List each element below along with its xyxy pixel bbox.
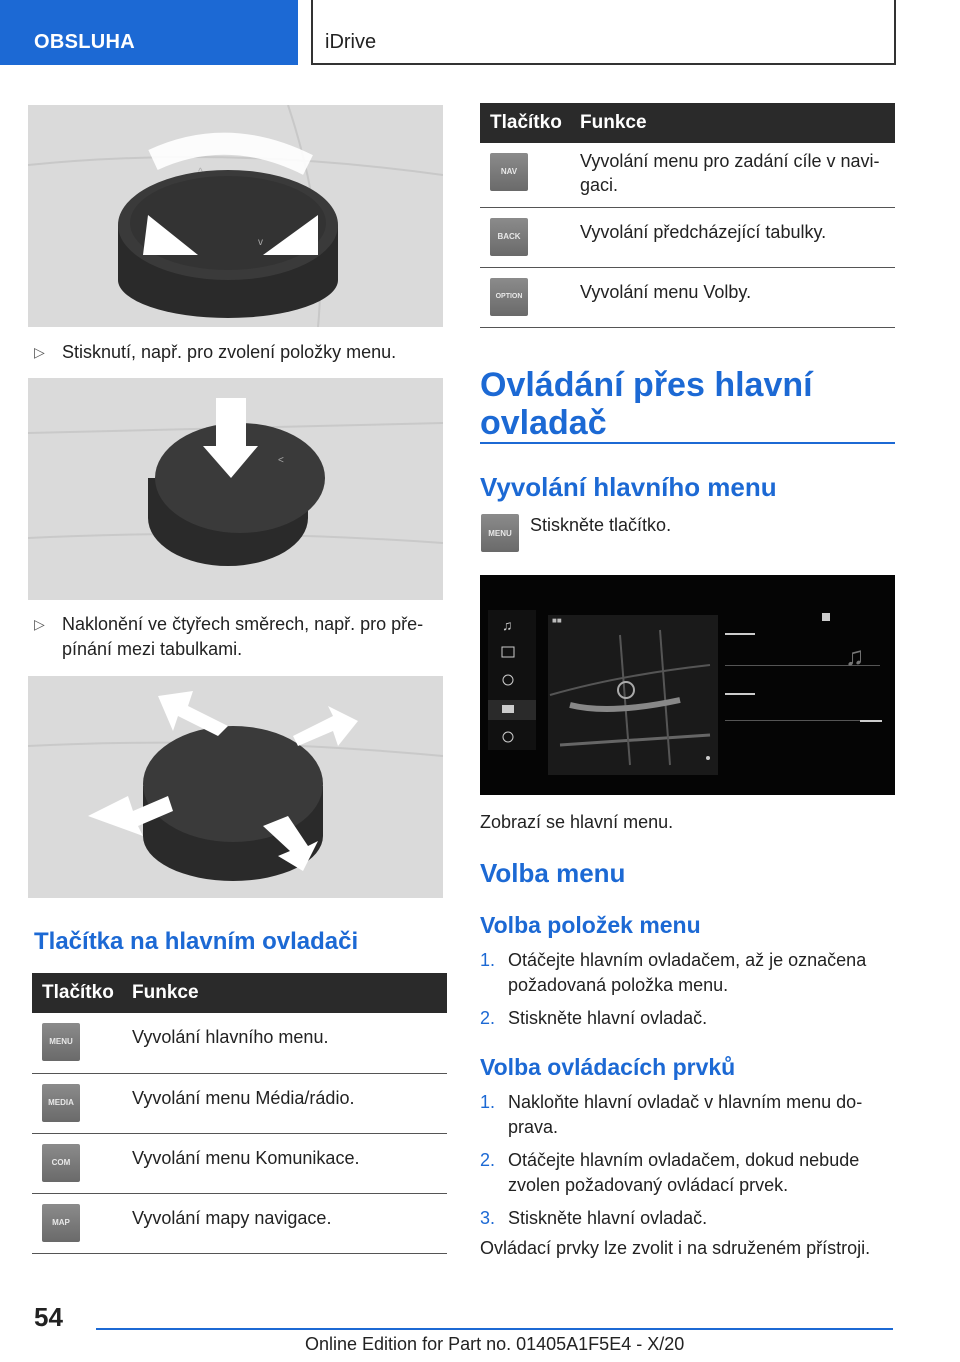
subheading-menu-select: Volba menu: [480, 858, 626, 888]
table-row: NAV Vyvolání menu pro zadání cíle v navi-gaci.: [480, 143, 895, 207]
svg-text:<: <: [278, 455, 284, 466]
page-number: 54: [34, 1302, 63, 1332]
menu-shown-text: Zobrazí se hlavní menu.: [480, 812, 674, 832]
table-row: MENU Vyvolání hlavního menu.: [32, 1013, 447, 1073]
control-steps-list: [480, 1090, 896, 1239]
edition-text: Online Edition for Part no. 01405A1F5E4 - X/20: [305, 1334, 685, 1354]
caption-press: ▷ Stisknutí, např. pro zvolení položky menu.: [34, 340, 446, 365]
col-function: Funkce: [122, 973, 447, 1013]
chapter-label: iDrive: [325, 31, 377, 53]
footer-divider: [96, 1328, 893, 1330]
menu-button-icon: MENU: [42, 1023, 80, 1061]
subheading-item-select: Volba položek menu: [480, 912, 701, 938]
svg-text:v: v: [258, 237, 263, 248]
svg-text:♫: ♫: [845, 641, 865, 671]
media-button-icon: MEDIA: [42, 1084, 80, 1122]
col-button: Tlačítko: [32, 973, 122, 1013]
map-button-icon: MAP: [42, 1204, 80, 1242]
controller-rotate-image: [28, 105, 443, 327]
item-steps-list: [480, 948, 896, 1039]
subheading-main-menu: Vyvolání hlavního menu: [480, 472, 777, 502]
section-tab: [0, 0, 298, 65]
table-row: MEDIA Vyvolání menu Média/rádio.: [32, 1073, 447, 1133]
list-item: 2. Stiskněte hlavní ovladač.: [480, 1008, 708, 1028]
com-button-icon: COM: [42, 1144, 80, 1182]
subheading-controls-select: Volba ovládacích prvků: [480, 1054, 736, 1080]
nav-button-icon: NAV: [490, 153, 528, 191]
triangle-icon: ▷: [34, 344, 45, 360]
buttons-heading: Tlačítka na hlavním ovladači: [34, 928, 359, 955]
final-note: Ovládací prvky lze zvolit i na sdruženém přístroji.: [480, 1238, 871, 1258]
svg-text:^: ^: [198, 167, 203, 178]
section-title: Ovládání přes hlavní ovladač: [480, 366, 813, 442]
list-item: 1. Otáčejte hlavním ovladačem, až je označena požadovaná položka menu.: [480, 950, 867, 995]
list-item: 3. Stiskněte hlavní ovladač.: [480, 1208, 708, 1228]
section-divider: [480, 442, 895, 444]
col-function: Funkce: [570, 103, 895, 143]
list-item: 1. Nakloňte hlavní ovladač v hlavním menu do-prava.: [480, 1092, 863, 1137]
controller-tilt-image: [28, 676, 443, 898]
triangle-icon: ▷: [34, 616, 45, 632]
buttons-table: [32, 973, 447, 1254]
svg-text:♫: ♫: [502, 617, 513, 633]
back-button-icon: BACK: [490, 218, 528, 256]
controller-press-image: [28, 378, 443, 600]
table-row: MAP Vyvolání mapy navigace.: [32, 1193, 447, 1253]
table-row: COM Vyvolání menu Komunikace.: [32, 1133, 447, 1193]
menu-button-icon: MENU: [481, 514, 519, 552]
table-row: BACK Vyvolání předcházející tabulky.: [480, 207, 895, 267]
table-row: OPTION Vyvolání menu Volby.: [480, 267, 895, 327]
chapter-tab: [311, 0, 896, 65]
svg-text:■■: ■■: [552, 616, 562, 625]
option-button-icon: OPTION: [490, 278, 528, 316]
nav-buttons-table: [480, 103, 895, 328]
section-label: OBSLUHA: [34, 31, 135, 53]
col-button: Tlačítko: [480, 103, 570, 143]
press-button-text: Stiskněte tlačítko.: [530, 515, 672, 535]
caption-tilt: ▷ Naklonění ve čtyřech směrech, např. pro pře-pínání mezi tabulkami.: [34, 614, 424, 659]
list-item: 2. Otáčejte hlavním ovladačem, dokud nebude zvolen požadovaný ovládací prvek.: [480, 1150, 860, 1195]
idrive-main-menu-screen: [480, 575, 895, 795]
